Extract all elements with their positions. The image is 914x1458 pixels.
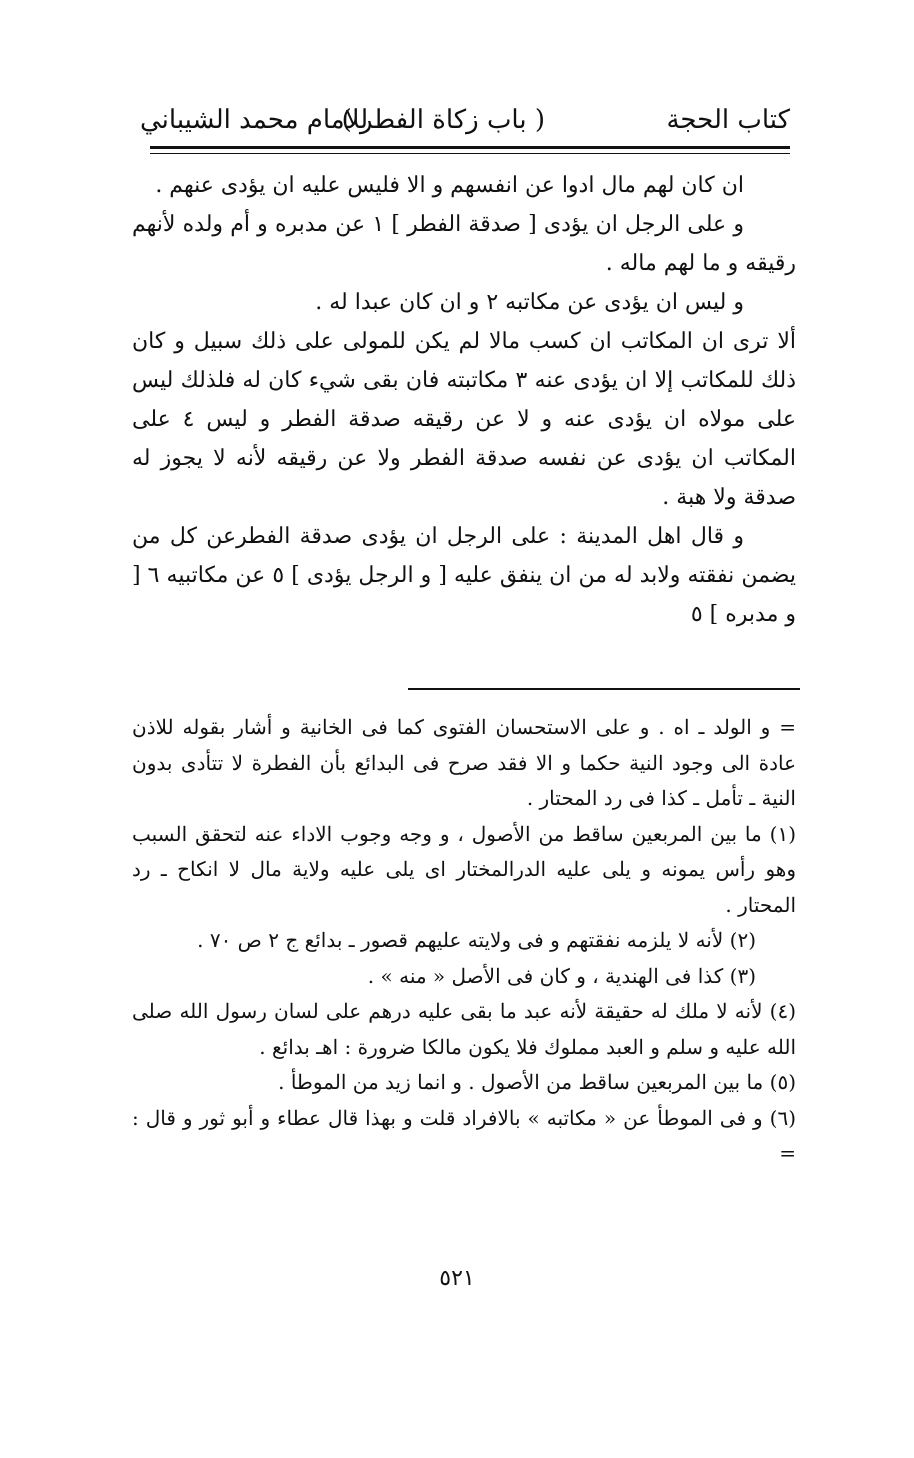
footnote-continuation: = و الولد ـ اه . و على الاستحسان الفتوى كما فى الخانية و أشار بقوله للاذن عادة الى وجود النية حكما و الا فقد صرح فى البدائع بأن الفطرة لا تتأدى بدون النية ـ تأمل ـ كذا فى رد المحتار .: [132, 715, 796, 810]
page-number: ٥٢١: [439, 1266, 475, 1291]
book-title: كتاب الحجة: [666, 105, 790, 135]
footnote-1: (١) ما بين المربعين ساقط من الأصول ، و وجه وجوب الاداء عنه لتحقق السبب وهو رأس يمونه و يلى عليه الدرالمختار اى يلى عليه ولاية مال لا انكاح ـ رد المحتار .: [132, 821, 796, 917]
author-name: للامام محمد الشيباني: [140, 105, 369, 135]
footnote-separator: [408, 688, 800, 690]
paragraph-5: و قال اهل المدينة : على الرجل ان يؤدى صدقة الفطرعن كل من يضمن نفقته ولابد له من ان ينفق عليه [ و الرجل يؤدى ] ٥ عن مكاتبيه ٦ [ و مدبره ] ٥: [132, 524, 797, 627]
header-rule-thin: [150, 153, 790, 154]
footnote-3: (٣) كذا فى الهندية ، و كان فى الأصل « منه » .: [367, 963, 756, 988]
paragraph-1: ان كان لهم مال ادوا عن انفسهم و الا فليس عليه ان يؤدى عنهم .: [155, 173, 744, 198]
header-rule-thick: [150, 146, 790, 149]
paragraph-2: و على الرجل ان يؤدى [ صدقة الفطر ] ١ عن مدبره و أم ولده لأنهم رقيقه و ما لهم ماله .: [132, 212, 796, 276]
footnote-5: (٥) ما بين المربعين ساقط من الأصول . و انما زيد من الموطأ .: [278, 1070, 796, 1094]
footnote-4: (٤) لأنه لا ملك له حقيقة لأنه عبد ما بقى عليه درهم على لسان رسول الله صلى الله عليه و سلم و العبد مملوك فلا يكون مالكا ضرورة : اهـ بدائع .: [132, 999, 796, 1059]
paragraph-3: و ليس ان يؤدى عن مكاتبه ٢ و ان كان عبدا له .: [315, 290, 744, 315]
footnotes: [132, 710, 796, 1172]
chapter-title: ( باب زكاة الفطر ): [341, 105, 545, 135]
main-text: [132, 166, 796, 634]
paragraph-4: ألا ترى ان المكاتب ان كسب مالا لم يكن للمولى على ذلك سبيل و كان ذلك للمكاتب إلا ان يؤدى عنه ٣ مكاتبته فان بقى شيء كان له فلذلك ليس على مولاه ان يؤدى عنه و لا عن رقيقه صدقة الفطر و ليس ٤ على المكاتب ان يؤدى عن نفسه صدقة الفطر ولا عن رقيقه لأنه لا يجوز له صدقة ولا هبة .: [132, 329, 796, 510]
footnote-2: (٢) لأنه لا يلزمه نفقتهم و فى ولايته عليهم قصور ـ بدائع ج ٢ ص ٧٠ .: [197, 928, 756, 952]
running-head: [140, 100, 790, 140]
footnote-6: (٦) و فى الموطأ عن « مكاتبه » بالافراد قلت و بهذا قال عطاء و أبو ثور و قال : =: [132, 1105, 796, 1165]
